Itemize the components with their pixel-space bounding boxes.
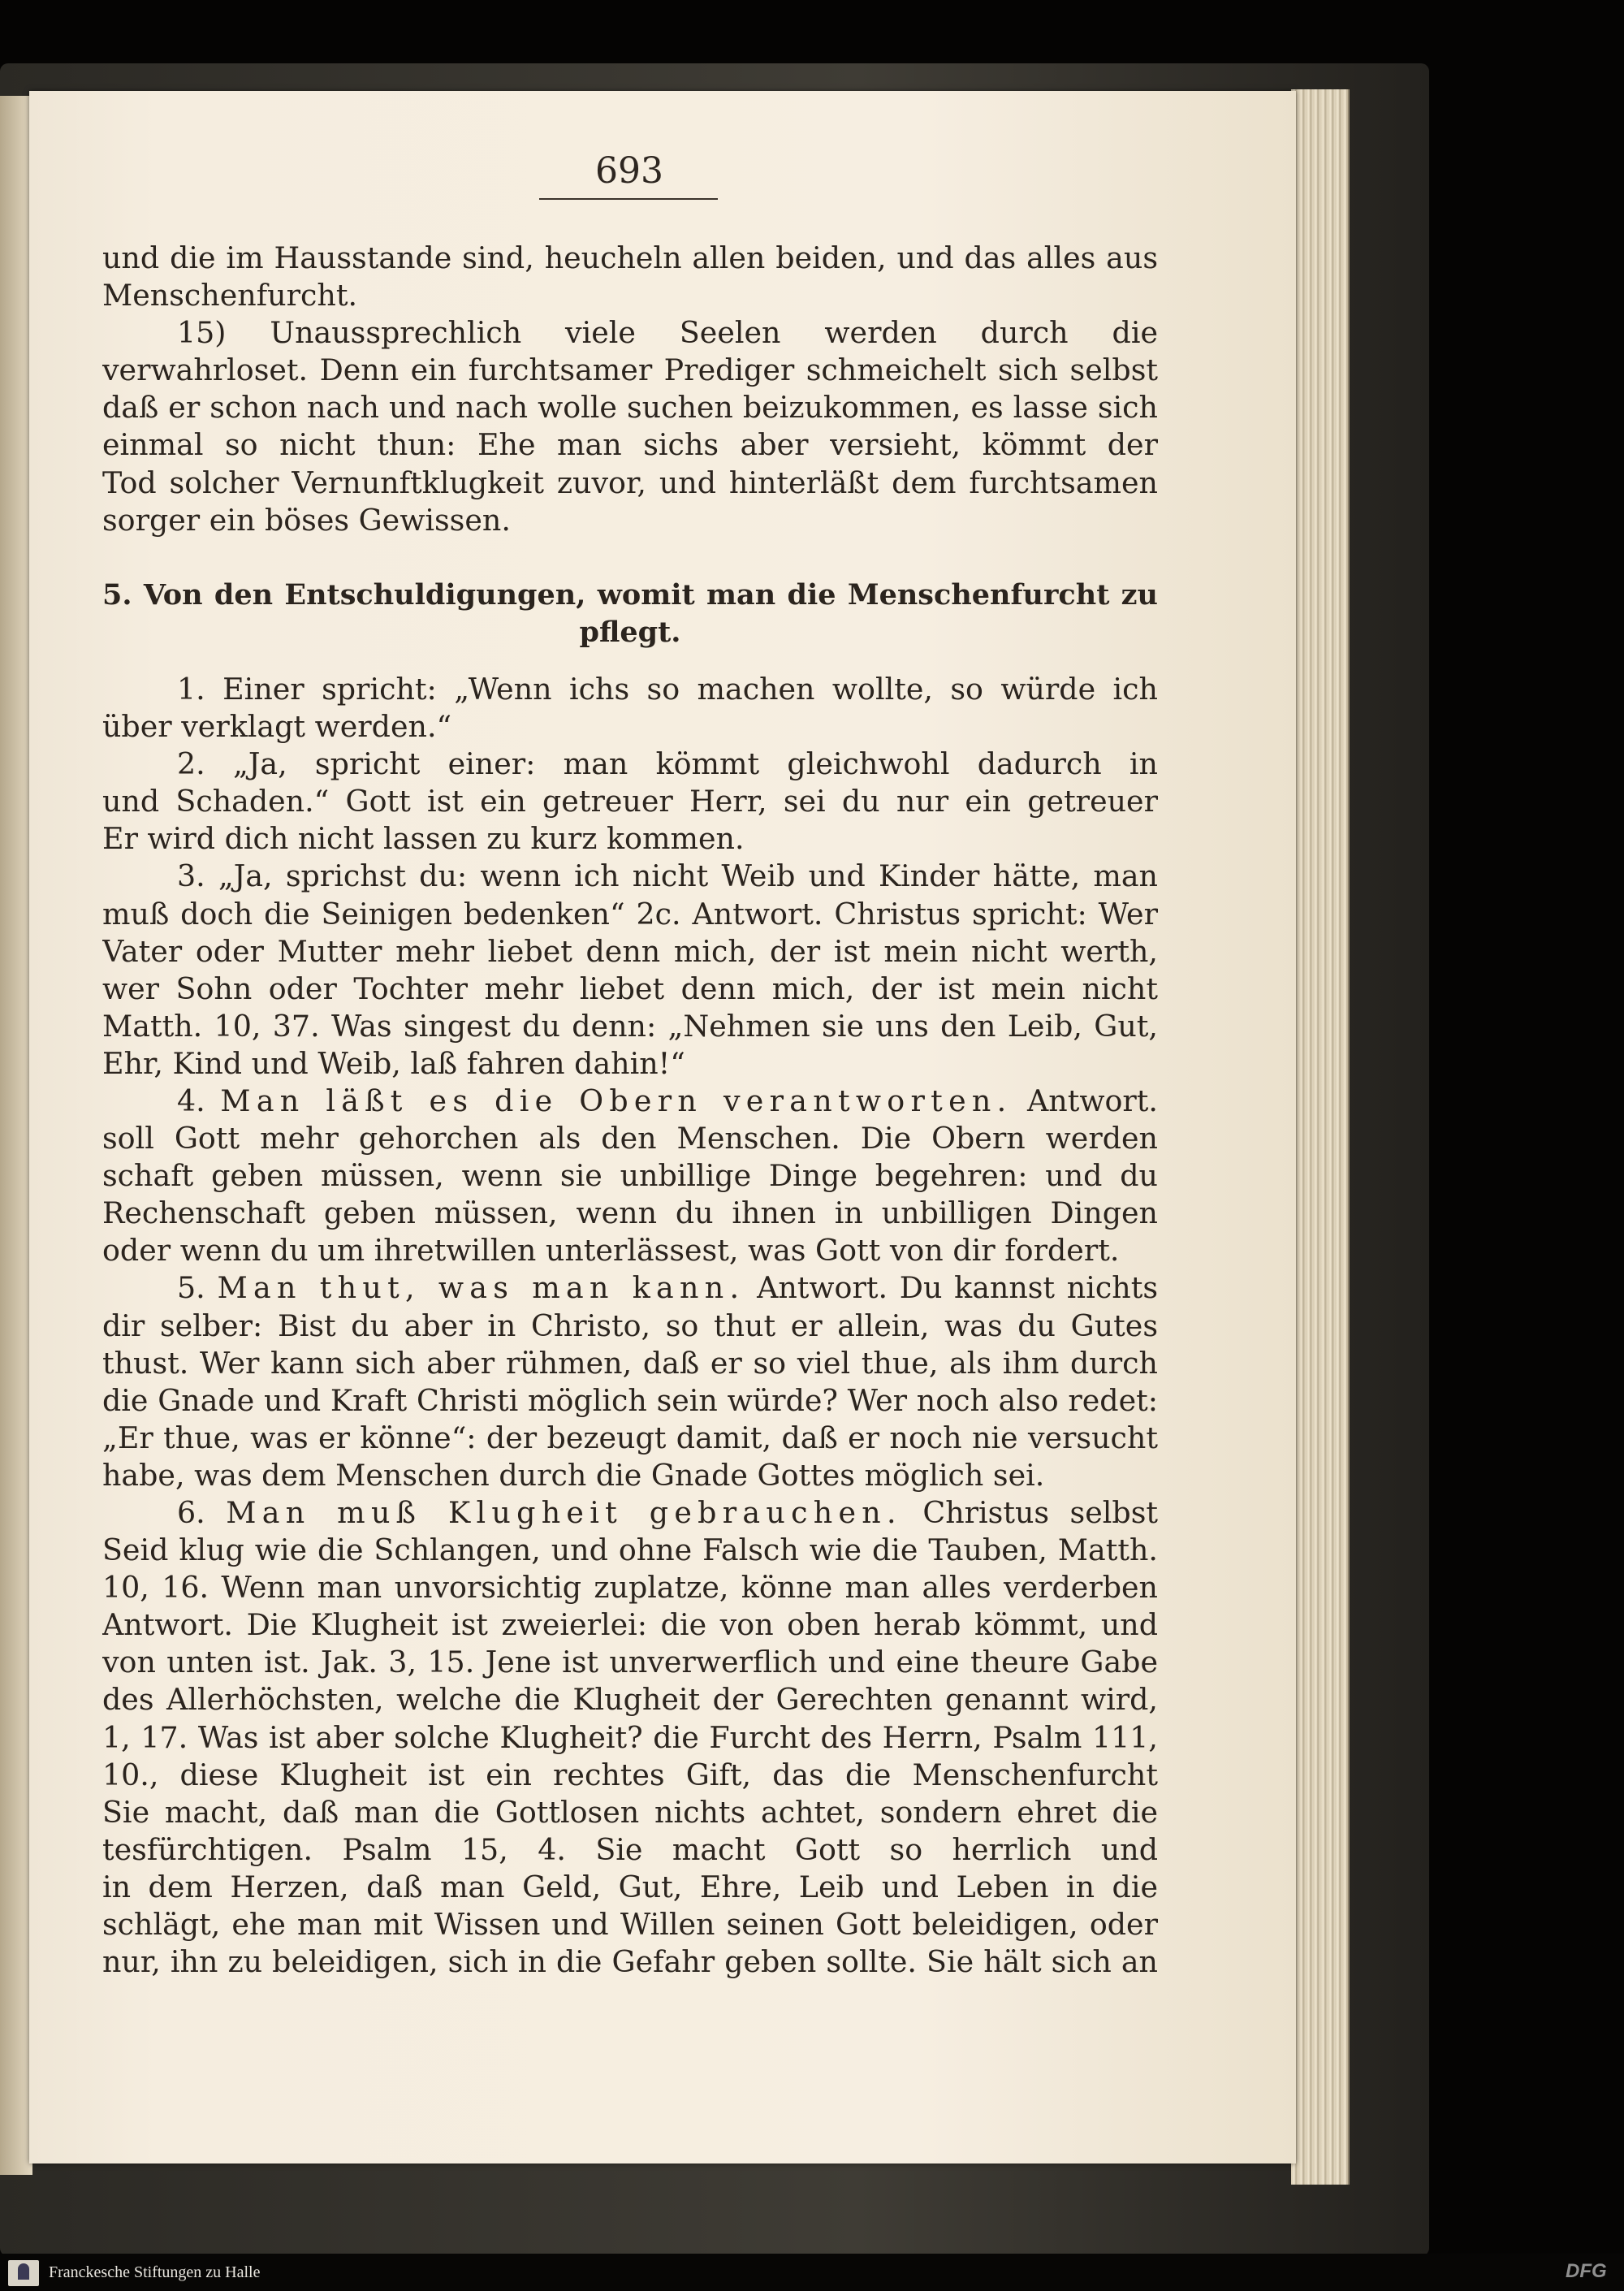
text-line: schlägt, ehe man mit Wissen und Willen seinen Gott beleidigen, oder [102,1907,1158,1943]
text-line: 10., diese Klugheit ist ein rechtes Gift, das die Menschenfurcht [102,1757,1158,1792]
page-edges [1291,89,1350,2185]
text-line: 1. Einer spricht: „Wenn ichs so machen wollte, so würde ich [177,671,1158,707]
lead-rest: Antwort. Du kannst nichts [757,1270,1158,1306]
institution-credit: Franckesche Stiftungen zu Halle [49,2263,261,2281]
text-line: 1, 17. Was ist aber solche Klugheit? die Furcht des Herrn, Psalm 111, [102,1719,1158,1755]
text-line: sorger ein böses Gewissen. [102,502,511,538]
text-body [102,240,1158,1981]
text-line: Ehr, Kind und Weib, laß fahren dahin!“ [102,1045,685,1081]
paragraph-lead [102,1083,1158,1120]
funder-logo: DFG [1566,2260,1607,2282]
paragraph-lead [102,1269,1158,1307]
text-line: und Schaden.“ Gott ist ein getreuer Herr, sei du nur ein getreuer [102,784,1158,819]
text-line: Vater oder Mutter mehr liebet denn mich, der ist mein nicht werth, [102,933,1158,969]
text-line: über verklagt werden.“ [102,709,452,745]
text-line: soll Gott mehr gehorchen als den Menschen. Die Obern werden [102,1121,1158,1156]
text-line: 3. „Ja, sprichst du: wenn ich nicht Weib und Kinder hätte, man [177,858,1158,894]
text-line: Rechenschaft geben müssen, wenn du ihnen in unbilligen Dingen [102,1195,1158,1231]
text-line: in dem Herzen, daß man Geld, Gut, Ehre, Leib und Leben in die [102,1869,1158,1904]
text-line: habe, was dem Menschen durch die Gnade Gottes möglich sei. [102,1457,1045,1493]
text-line: tesfürchtigen. Psalm 15, 4. Sie macht Gott so herrlich und [102,1831,1158,1867]
spaced-emphasis: Man thut, was man kann. [217,1270,745,1306]
section-heading-continued: pflegt. [579,615,681,649]
text-line: dir selber: Bist du aber in Christo, so thut er allein, was du Gutes [102,1308,1158,1343]
text-line: 2. „Ja, spricht einer: man kömmt gleichwohl dadurch in [177,746,1158,782]
section-spacer [102,651,1158,671]
text-line: thust. Wer kann sich aber rühmen, daß er so viel thue, als ihm durch [102,1345,1158,1381]
lead-rest: Christus selbst [922,1495,1158,1530]
lead-number: 4. [177,1083,205,1118]
text-line: „Er thue, was er könne“: der bezeugt damit, daß er noch nie versucht [102,1420,1158,1455]
left-page-edge [0,96,32,2175]
text-line: wer Sohn oder Tochter mehr liebet denn mich, der ist mein nicht [102,970,1158,1006]
lead-number: 5. [177,1270,205,1306]
text-line: Tod solcher Vernunftklugkeit zuvor, und hinterläßt dem furchtsamen [102,465,1158,500]
section-spacer [102,539,1158,577]
text-line: Antwort. Die Klugheit ist zweierlei: die von oben herab kömmt, und [102,1607,1158,1643]
text-line: nur, ihn zu beleidigen, sich in die Gefahr geben sollte. Sie hält sich an [102,1944,1158,1980]
spaced-emphasis: Man läßt es die Obern verantworten. [220,1083,1013,1118]
text-line: Seid klug wie die Schlangen, und ohne Falsch wie die Tauben, Matth. [102,1532,1158,1568]
header-rule [539,198,718,200]
text-line: Sie macht, daß man die Gottlosen nichts achtet, sondern ehret die [102,1794,1158,1830]
page-number: 693 [595,150,663,192]
section-heading: 5. Von den Entschuldigungen, womit man die Menschenfurcht zu [102,577,1158,612]
lead-rest: Antwort. [1027,1083,1158,1118]
paragraph-lead [102,1494,1158,1532]
spaced-emphasis: Man muß Klugheit gebrauchen. [226,1495,902,1530]
text-line: einmal so nicht thun: Ehe man sichs aber versieht, kömmt der [102,427,1158,463]
text-line: und die im Hausstande sind, heucheln allen beiden, und das alles aus [102,240,1158,275]
text-line: 15) Unaussprechlich viele Seelen werden durch die [177,315,1158,351]
text-line: schaft geben müssen, wenn sie unbillige Dinge begehren: und du [102,1158,1158,1194]
text-line: 10, 16. Wenn man unvorsichtig zuplatze, könne man alles verderben [102,1570,1158,1606]
text-line: Menschenfurcht. [102,278,358,313]
institution-logo-icon [8,2260,39,2286]
text-line: oder wenn du um ihretwillen unterlässest, was Gott von dir fordert. [102,1233,1120,1269]
text-line: Matth. 10, 37. Was singest du denn: „Nehmen sie uns den Leib, Gut, [102,1008,1158,1044]
text-line: Er wird dich nicht lassen zu kurz kommen. [102,821,745,857]
text-line: muß doch die Seinigen bedenken“ 2c. Antwort. Christus spricht: Wer [102,896,1158,932]
text-line: daß er schon nach und nach wolle suchen beizukommen, es lasse sich [102,390,1158,426]
text-line: die Gnade und Kraft Christi möglich sein würde? Wer noch also redet: [102,1382,1158,1418]
text-line: des Allerhöchsten, welche die Klugheit der Gerechten genannt wird, [102,1682,1158,1718]
text-line: von unten ist. Jak. 3, 15. Jene ist unverwerflich und eine theure Gabe [102,1645,1158,1680]
lead-number: 6. [177,1495,205,1530]
text-line: verwahrloset. Denn ein furchtsamer Prediger schmeichelt sich selbst [102,352,1158,388]
